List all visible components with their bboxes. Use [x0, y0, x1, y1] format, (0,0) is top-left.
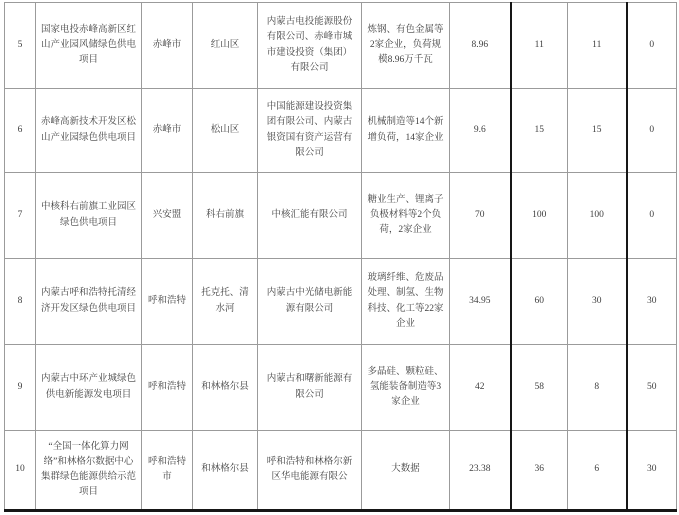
- cell-num3: 15: [568, 89, 627, 173]
- cell-num1: 34.95: [450, 259, 511, 345]
- cell-city: 兴安盟: [142, 173, 193, 259]
- table-row: [5, 431, 677, 511]
- cell-implementer: 中核汇能有限公司: [258, 173, 362, 259]
- table-row: [5, 89, 677, 173]
- cell-num2: 36: [511, 431, 568, 511]
- projects-table: [4, 2, 677, 512]
- cell-num1: 42: [450, 345, 511, 431]
- cell-city: 呼和浩特市: [142, 431, 193, 511]
- cell-city: 呼和浩特: [142, 345, 193, 431]
- cell-num1: 9.6: [450, 89, 511, 173]
- cell-project-name: 国家电投赤峰高新区红山产业园风储绿色供电项目: [36, 3, 142, 89]
- cell-implementer: 中国能源建设投资集团有限公司、内蒙古银资国有资产运营有限公司: [258, 89, 362, 173]
- cell-num1: 8.96: [450, 3, 511, 89]
- cell-row-no: 7: [5, 173, 36, 259]
- cell-num1: 23.38: [450, 431, 511, 511]
- cell-project-name: 内蒙古中环产业城绿色供电新能源发电项目: [36, 345, 142, 431]
- cell-implementer: 内蒙古中光储电新能源有限公司: [258, 259, 362, 345]
- cell-num4: 0: [627, 3, 677, 89]
- cell-row-no: 8: [5, 259, 36, 345]
- cell-project-name: “全国一体化算力网络”和林格尔数据中心集群绿色能源供给示范项目: [36, 431, 142, 511]
- cell-county: 和林格尔县: [193, 431, 258, 511]
- cell-load-description: 大数据: [362, 431, 450, 511]
- cell-num3: 100: [568, 173, 627, 259]
- cell-row-no: 6: [5, 89, 36, 173]
- cell-county: 红山区: [193, 3, 258, 89]
- cell-num4: 30: [627, 259, 677, 345]
- cell-city: 赤峰市: [142, 3, 193, 89]
- cell-num2: 58: [511, 345, 568, 431]
- cell-num2: 11: [511, 3, 568, 89]
- cell-num4: 50: [627, 345, 677, 431]
- table-row: [5, 259, 677, 345]
- table-sheet: [4, 2, 677, 512]
- cell-project-name: 赤峰高新技术开发区松山产业园绿色供电项目: [36, 89, 142, 173]
- cell-num2: 60: [511, 259, 568, 345]
- table-row: [5, 3, 677, 89]
- cell-row-no: 5: [5, 3, 36, 89]
- cell-num2: 100: [511, 173, 568, 259]
- cell-project-name: 中核科右前旗工业园区绿色供电项目: [36, 173, 142, 259]
- cell-row-no: 9: [5, 345, 36, 431]
- cell-city: 赤峰市: [142, 89, 193, 173]
- cell-num4: 30: [627, 431, 677, 511]
- cell-project-name: 内蒙古呼和浩特托清经济开发区绿色供电项目: [36, 259, 142, 345]
- cell-city: 呼和浩特: [142, 259, 193, 345]
- cell-load-description: 多晶硅、颗粒硅、氢能装备制造等3家企业: [362, 345, 450, 431]
- table-row: [5, 173, 677, 259]
- cell-implementer: 内蒙古和曙新能源有限公司: [258, 345, 362, 431]
- cell-county: 托克托、清水河: [193, 259, 258, 345]
- cell-implementer: 内蒙古电投能源股份有限公司、赤峰市城市建设投资（集团）有限公司: [258, 3, 362, 89]
- cell-num4: 0: [627, 173, 677, 259]
- cell-num2: 15: [511, 89, 568, 173]
- cell-num3: 30: [568, 259, 627, 345]
- cell-num4: 0: [627, 89, 677, 173]
- cell-num3: 6: [568, 431, 627, 511]
- cell-county: 松山区: [193, 89, 258, 173]
- cell-num1: 70: [450, 173, 511, 259]
- cell-load-description: 糖业生产、锂离子负极材料等2个负荷，2家企业: [362, 173, 450, 259]
- cell-load-description: 玻璃纤维、危废品处理、制氢、生物科技、化工等22家企业: [362, 259, 450, 345]
- cell-num3: 11: [568, 3, 627, 89]
- cell-load-description: 机械制造等14个新增负荷，14家企业: [362, 89, 450, 173]
- cell-implementer: 呼和浩特和林格尔新区华电能源有限公: [258, 431, 362, 511]
- cell-county: 科右前旗: [193, 173, 258, 259]
- table-row: [5, 345, 677, 431]
- cell-num3: 8: [568, 345, 627, 431]
- cell-load-description: 炼钢、有色金属等2家企业，负荷规模8.96万千瓦: [362, 3, 450, 89]
- cell-row-no: 10: [5, 431, 36, 511]
- cell-county: 和林格尔县: [193, 345, 258, 431]
